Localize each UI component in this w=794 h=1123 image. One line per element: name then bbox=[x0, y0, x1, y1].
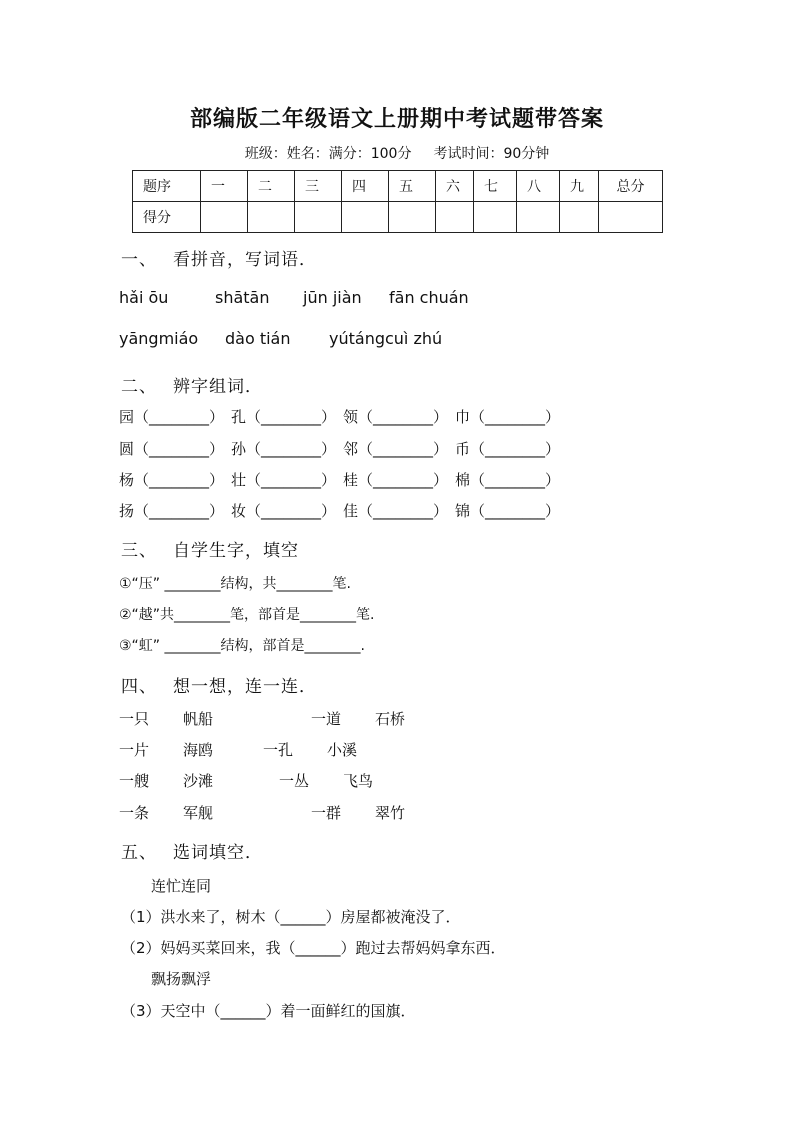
match-left-measure: 一片 bbox=[119, 741, 150, 759]
score-table-header-cell: 七 bbox=[474, 171, 517, 202]
score-table-header-cell: 一 bbox=[201, 171, 248, 202]
section-1-heading bbox=[121, 245, 317, 270]
score-cell[interactable] bbox=[342, 202, 389, 233]
section-number: 三、 bbox=[121, 541, 157, 561]
section-4-heading bbox=[121, 672, 317, 697]
match-right-noun: 小溪 bbox=[327, 741, 358, 759]
score-cell[interactable] bbox=[599, 202, 663, 233]
score-table-header-cell: 五 bbox=[389, 171, 436, 202]
pinyin-item: yútángcuì zhú bbox=[329, 329, 443, 348]
match-left-noun: 军舰 bbox=[183, 804, 214, 822]
match-left-noun: 帆船 bbox=[183, 710, 214, 728]
match-left-noun: 沙滩 bbox=[183, 772, 214, 790]
pinyin-item: dào tián bbox=[225, 329, 291, 348]
score-table-score-row bbox=[133, 202, 663, 233]
match-right-noun: 翠竹 bbox=[375, 804, 406, 822]
score-table-header-cell: 八 bbox=[517, 171, 560, 202]
word-group-item: 孙（________） bbox=[231, 440, 337, 458]
section-number: 四、 bbox=[121, 677, 157, 697]
score-cell[interactable] bbox=[201, 202, 248, 233]
score-table bbox=[132, 170, 663, 233]
section-title: 辨字组词． bbox=[173, 377, 263, 397]
word-group-item: 币（________） bbox=[455, 440, 561, 458]
section-3-heading bbox=[121, 536, 299, 561]
fill-blank-line: ②“越”共________笔，部首是________笔. bbox=[119, 607, 375, 623]
score-table-header-cell: 六 bbox=[436, 171, 474, 202]
score-cell[interactable] bbox=[517, 202, 560, 233]
word-group-item: 锦（________） bbox=[455, 502, 561, 520]
score-cell[interactable] bbox=[295, 202, 342, 233]
section-title: 想一想，连一连． bbox=[173, 677, 317, 697]
match-right-measure: 一道 bbox=[311, 710, 342, 728]
score-cell[interactable] bbox=[560, 202, 599, 233]
section-number: 一、 bbox=[121, 250, 157, 270]
word-group-item: 圆（________） bbox=[119, 440, 225, 458]
word-group-item: 妆（________） bbox=[231, 502, 337, 520]
match-left-measure: 一只 bbox=[119, 710, 150, 728]
score-table-header-cell: 三 bbox=[295, 171, 342, 202]
match-left-measure: 一条 bbox=[119, 804, 150, 822]
word-group-item: 孔（________） bbox=[231, 408, 337, 426]
match-right-noun: 飞鸟 bbox=[343, 772, 374, 790]
fill-blank-line: ①“压” ________结构，共________笔. bbox=[119, 576, 351, 592]
word-choice-group: 飘扬飘浮 bbox=[151, 970, 212, 988]
word-group-item: 桂（________） bbox=[343, 471, 449, 489]
section-title: 自学生字，填空 bbox=[173, 541, 299, 561]
class-name-score-label: 班级：姓名：满分：100分 bbox=[244, 146, 412, 162]
section-5-heading bbox=[121, 838, 263, 863]
word-group-item: 棉（________） bbox=[455, 471, 561, 489]
word-choice-group: 连忙连同 bbox=[151, 877, 212, 895]
exam-info bbox=[0, 143, 794, 163]
score-row-label: 得分 bbox=[133, 202, 201, 233]
pinyin-item: yāngmiáo bbox=[119, 329, 199, 348]
score-table-header-cell: 九 bbox=[560, 171, 599, 202]
fill-blank-line: ③“虹” ________结构，部首是________. bbox=[119, 638, 365, 654]
match-right-noun: 石桥 bbox=[375, 710, 406, 728]
match-right-measure: 一群 bbox=[311, 804, 342, 822]
section-number: 二、 bbox=[121, 377, 157, 397]
exam-time-label: 考试时间：90分钟 bbox=[433, 146, 550, 162]
pinyin-item: hǎi ōu bbox=[119, 288, 169, 307]
word-group-item: 园（________） bbox=[119, 408, 225, 426]
section-2-heading bbox=[121, 372, 263, 397]
word-group-item: 邻（________） bbox=[343, 440, 449, 458]
score-cell[interactable] bbox=[436, 202, 474, 233]
sentence-question: （2）妈妈买菜回来，我（______）跑过去帮妈妈拿东西． bbox=[121, 939, 506, 957]
match-left-measure: 一艘 bbox=[119, 772, 150, 790]
page-title: 部编版二年级语文上册期中考试题带答案 bbox=[189, 106, 604, 132]
score-table-header-cell: 二 bbox=[248, 171, 295, 202]
match-right-measure: 一孔 bbox=[263, 741, 294, 759]
score-table-header-cell: 题序 bbox=[133, 171, 201, 202]
score-table-header-row bbox=[133, 171, 663, 202]
match-right-measure: 一丛 bbox=[279, 772, 310, 790]
word-group-item: 领（________） bbox=[343, 408, 449, 426]
score-table-header-cell: 四 bbox=[342, 171, 389, 202]
match-left-noun: 海鸥 bbox=[183, 741, 214, 759]
word-group-item: 杨（________） bbox=[119, 471, 225, 489]
score-cell[interactable] bbox=[248, 202, 295, 233]
score-table-header-cell: 总分 bbox=[599, 171, 663, 202]
section-title: 选词填空． bbox=[173, 843, 263, 863]
pinyin-item: jūn jiàn bbox=[303, 288, 362, 307]
pinyin-item: fān chuán bbox=[389, 288, 469, 307]
pinyin-item: shātān bbox=[215, 288, 270, 307]
section-number: 五、 bbox=[121, 843, 157, 863]
score-cell[interactable] bbox=[389, 202, 436, 233]
word-group-item: 巾（________） bbox=[455, 408, 561, 426]
sentence-question: （1）洪水来了，树木（______）房屋都被淹没了． bbox=[121, 908, 461, 926]
word-group-item: 壮（________） bbox=[231, 471, 337, 489]
sentence-question: （3）天空中（______）着一面鲜红的国旗． bbox=[121, 1002, 416, 1020]
section-title: 看拼音，写词语． bbox=[173, 250, 317, 270]
score-cell[interactable] bbox=[474, 202, 517, 233]
word-group-item: 佳（________） bbox=[343, 502, 449, 520]
word-group-item: 扬（________） bbox=[119, 502, 225, 520]
